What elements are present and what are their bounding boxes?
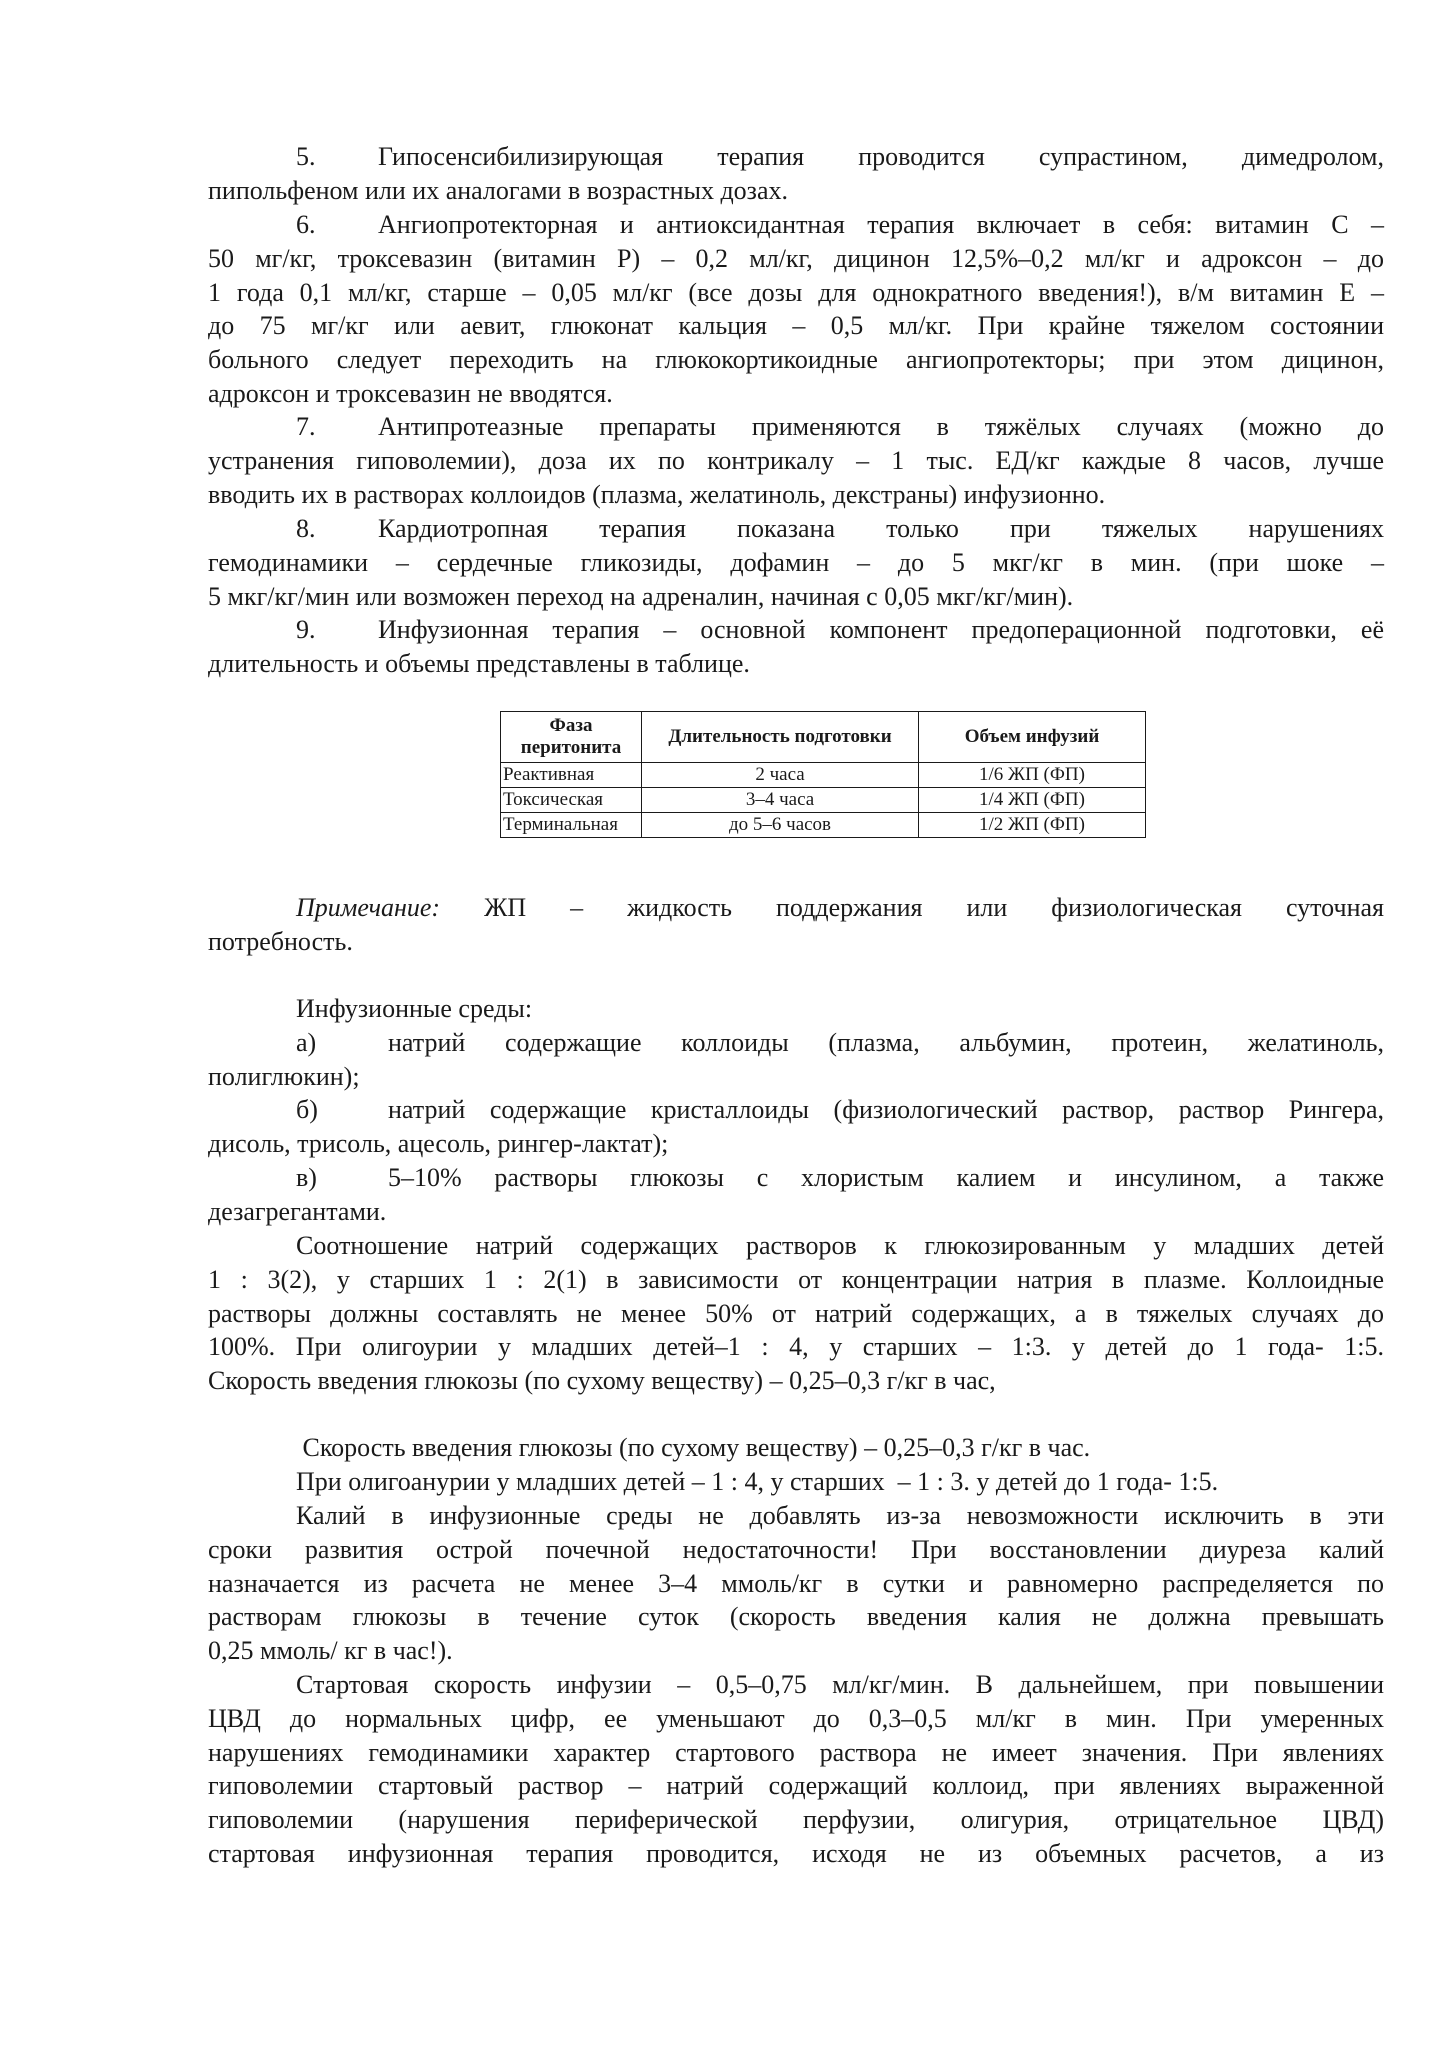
item-number: 6. xyxy=(296,210,316,239)
text-line: При олигоанурии у младших детей – 1 : 4, у старших – 1 : 3. у детей до 1 года- 1:5. xyxy=(296,1467,1219,1496)
item-number: 8. xyxy=(296,514,316,543)
text-line: Калий в инфузионные среды не добавлять из-за невозможности исключить в эти xyxy=(296,1501,1384,1530)
text-line: потребность. xyxy=(208,926,353,956)
list-marker: в) xyxy=(296,1162,317,1192)
table-row xyxy=(501,813,1146,838)
table-cell: до 5–6 часов xyxy=(642,813,919,838)
section-title: Инфузионные среды: xyxy=(296,994,533,1023)
text-line: 5–10% растворы глюкозы с хлористым калием и инсулином, а также xyxy=(388,1162,1384,1192)
text-line: 50 мг/кг, троксевазин (витамин Р) – 0,2 мл/кг, дицинон 12,5%–0,2 мл/кг и адроксон – до xyxy=(208,243,1384,273)
text-line: 1 : 3(2), у старших 1 : 2(1) в зависимости от концентрации натрия в плазме. Коллоидные xyxy=(208,1264,1384,1294)
table-cell: 3–4 часа xyxy=(642,788,919,813)
table-cell: 1/4 ЖП (ФП) xyxy=(919,788,1146,813)
text-line: 100%. При олигоурии у младших детей–1 : 4, у старших – 1:3. у детей до 1 года- 1:5. xyxy=(208,1332,1384,1362)
paragraph-5 xyxy=(208,140,1384,208)
text-line: гемодинамики – сердечные гликозиды, дофамин – до 5 мкг/кг в мин. (при шоке – xyxy=(208,547,1384,577)
table-cell: Токсическая xyxy=(501,788,642,813)
text-line: натрий содержащие коллоиды (плазма, альбумин, протеин, желатиноль, xyxy=(388,1027,1384,1057)
text-line: вводить их в растворах коллоидов (плазма, желатиноль, декстраны) инфузионно. xyxy=(208,479,1106,509)
text-line: ЖП – жидкость поддержания или физиологическая суточная xyxy=(484,893,1385,922)
text-line: гиповолемии (нарушения периферической перфузии, олигурия, отрицательное ЦВД) xyxy=(208,1805,1384,1835)
text-line: 1 года 0,1 мл/кг, старше – 0,05 мл/кг (все дозы для однократного введения!), в/м витамин Е – xyxy=(208,277,1384,307)
text-line: до 75 мг/кг или аевит, глюконат кальция – 0,5 мл/кг. При крайне тяжелом состоянии xyxy=(208,311,1384,341)
text-line: растворам глюкозы в течение суток (скорость введения калия не должна превышать xyxy=(208,1602,1384,1632)
start-rate-paragraph xyxy=(208,1668,1384,1871)
table-note xyxy=(208,891,1384,959)
text-line: нарушениях гемодинамики характер стартового раствора не имеет значения. При явлениях xyxy=(208,1737,1384,1767)
infusion-media xyxy=(208,992,1384,1229)
glucose-rate-paragraph xyxy=(208,1431,1384,1465)
table-cell: Терминальная xyxy=(501,813,642,838)
oligoanuria-paragraph xyxy=(208,1465,1384,1499)
table-cell: 1/2 ЖП (ФП) xyxy=(919,813,1146,838)
text-line: 5 мкг/кг/мин или возможен переход на адреналин, начиная с 0,05 мкг/кг/мин). xyxy=(208,581,1074,611)
text-line: Кардиотропная терапия показана только при тяжелых нарушениях xyxy=(378,514,1384,543)
text-line: устранения гиповолемии), доза их по контрикалу – 1 тыс. ЕД/кг каждые 8 часов, лучше xyxy=(208,445,1384,475)
text-line: Соотношение натрий содержащих растворов к глюкозированным у младших детей xyxy=(296,1231,1384,1260)
text-line: полиглюкин); xyxy=(208,1061,360,1091)
table-cell: 2 часа xyxy=(642,763,919,788)
ratio-paragraph xyxy=(208,1229,1384,1398)
text-line: Антипротеазные препараты применяются в тяжёлых случаях (можно до xyxy=(378,412,1384,441)
table-row xyxy=(501,763,1146,788)
text-line: больного следует переходить на глюкокортикоидные ангиопротекторы; при этом дицинон, xyxy=(208,345,1384,375)
text-line: длительность и объемы представлены в таблице. xyxy=(208,648,750,678)
table-cell: 1/6 ЖП (ФП) xyxy=(919,763,1146,788)
column-header: Фаза перитонита xyxy=(501,712,642,763)
column-header: Объем инфузий xyxy=(919,712,1146,763)
potassium-paragraph xyxy=(208,1499,1384,1668)
paragraph-6 xyxy=(208,208,1384,411)
text-line: натрий содержащие кристаллоиды (физиологический раствор, раствор Рингера, xyxy=(388,1095,1384,1125)
text-line: адроксон и троксевазин не вводятся. xyxy=(208,378,613,408)
paragraph-8 xyxy=(208,512,1384,613)
item-number: 5. xyxy=(296,142,316,171)
text-line: дисоль, трисоль, ацесоль, рингер-лактат); xyxy=(208,1129,669,1159)
text-line: Скорость введения глюкозы (по сухому веществу) – 0,25–0,3 г/кг в час. xyxy=(296,1433,1091,1462)
text-line: Ангиопротекторная и антиоксидантная терапия включает в себя: витамин С – xyxy=(378,210,1384,239)
table-cell: Реактивная xyxy=(501,763,642,788)
column-header: Длительность подготовки xyxy=(642,712,919,763)
text-line: 0,25 ммоль/ кг в час!). xyxy=(208,1636,453,1666)
text-line: растворы должны составлять не менее 50% от натрий содержащих, а в тяжелых случаях до xyxy=(208,1298,1384,1328)
text-line: Стартовая скорость инфузии – 0,5–0,75 мл/кг/мин. В дальнейшем, при повышении xyxy=(296,1670,1384,1699)
text-line: стартовая инфузионная терапия проводится, исходя не из объемных расчетов, а из xyxy=(208,1838,1384,1868)
text-line: гиповолемии стартовый раствор – натрий содержащий коллоид, при явлениях выраженной xyxy=(208,1771,1384,1801)
list-marker: а) xyxy=(296,1027,317,1057)
paragraph-7 xyxy=(208,410,1384,511)
text-line: Инфузионная терапия – основной компонент предоперационной подготовки, её xyxy=(378,615,1384,644)
note-label: Примечание: xyxy=(296,893,441,922)
item-number: 7. xyxy=(296,412,316,441)
text-line: пипольфеном или их аналогами в возрастных дозах. xyxy=(208,175,788,205)
paragraph-9 xyxy=(208,613,1384,681)
text-line: Скорость введения глюкозы (по сухому веществу) – 0,25–0,3 г/кг в час, xyxy=(208,1366,996,1396)
text-line: ЦВД до нормальных цифр, ее уменьшают до 0,3–0,5 мл/кг в мин. При умеренных xyxy=(208,1703,1384,1733)
text-line: сроки развития острой почечной недостаточности! При восстановлении диуреза калий xyxy=(208,1534,1384,1564)
text-line: дезагрегантами. xyxy=(208,1196,387,1226)
table-header-row xyxy=(501,712,1146,763)
table-row xyxy=(501,788,1146,813)
item-number: 9. xyxy=(296,615,316,644)
list-marker: б) xyxy=(296,1095,318,1125)
text-line: Гипосенсибилизирующая терапия проводится супрастином, димедролом, xyxy=(378,142,1384,171)
text-line: назначается из расчета не менее 3–4 ммоль/кг в сутки и равномерно распределяется по xyxy=(208,1568,1384,1598)
infusion-table xyxy=(500,711,1146,838)
